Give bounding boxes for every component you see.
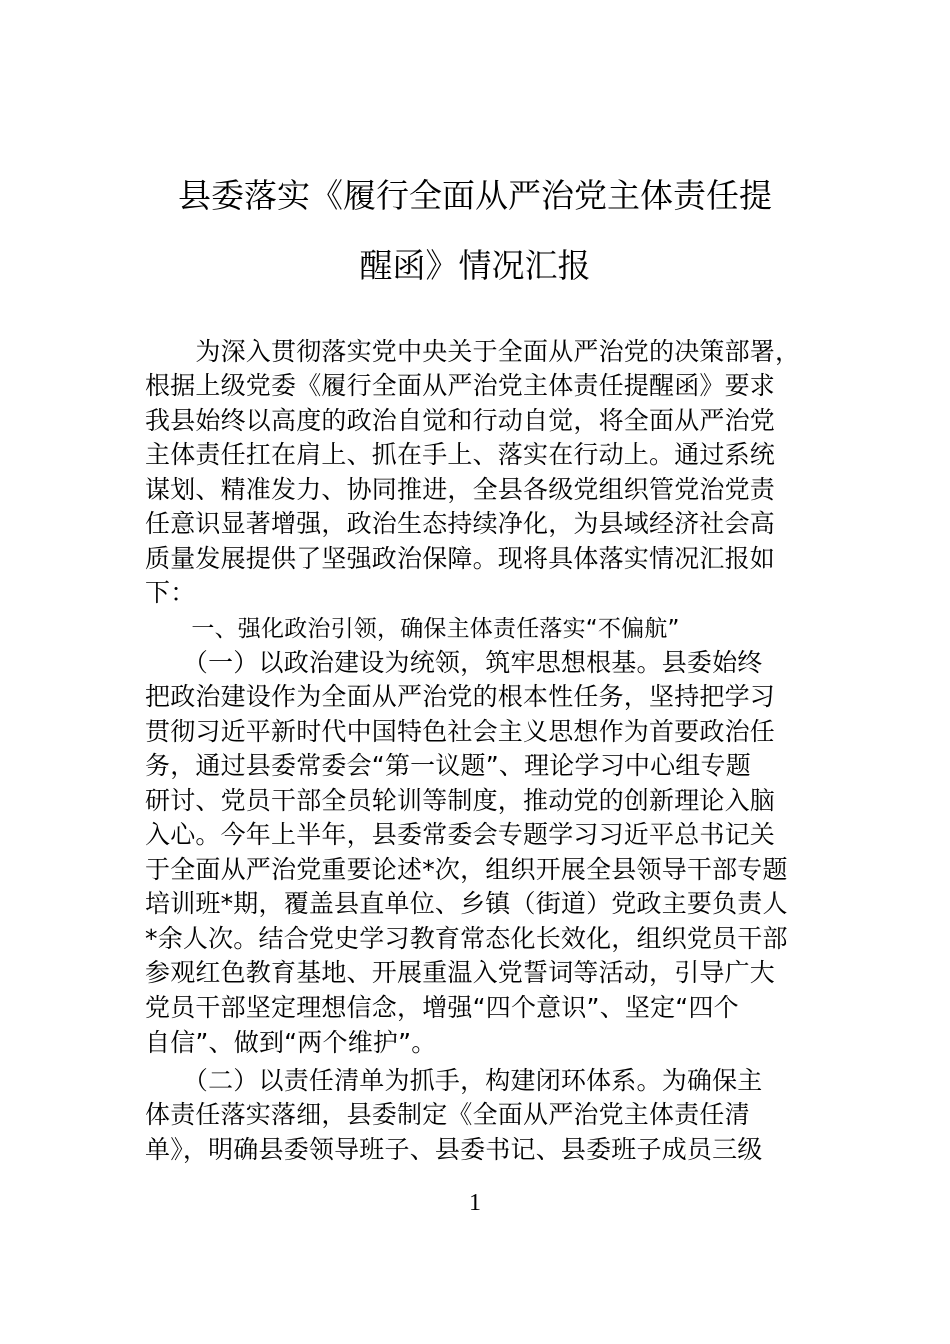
subsection-heading-1-1: （一）以政治建设为统领，筑牢思想根基。县委始终: [145, 648, 763, 677]
body-line: 把政治建设作为全面从严治党的根本性任务，坚持把学习: [145, 682, 776, 711]
body-line: 贯彻习近平新时代中国特色社会主义思想作为首要政治任: [145, 717, 776, 746]
body-line: 入心。今年上半年，县委常委会专题学习习近平总书记关: [145, 820, 776, 849]
body-line: 质量发展提供了坚强政治保障。现将具体落实情况汇报如: [145, 544, 776, 573]
body-line: 研讨、党员干部全员轮训等制度，推动党的创新理论入脑: [145, 786, 776, 815]
body-line: 根据上级党委《履行全面从严治党主体责任提醒函》要求: [145, 371, 776, 400]
body-line: 体责任落实落细，县委制定《全面从严治党主体责任清: [145, 1100, 750, 1129]
body-line: 谋划、精准发力、协同推进，全县各级党组织管党治党责: [145, 475, 776, 504]
body-line: 为深入贯彻落实党中央关于全面从严治党的决策部署，: [145, 337, 801, 366]
page-number: 1: [469, 1190, 481, 1216]
document-title-line-2: 醒函》情况汇报: [359, 246, 591, 285]
body-line: 主体责任扛在肩上、抓在手上、落实在行动上。通过系统: [145, 440, 776, 469]
body-line: 党员干部坚定理想信念，增强“四个意识”、坚定“四个: [145, 993, 739, 1022]
body-line: 下：: [145, 578, 196, 607]
body-line: 参观红色教育基地、开展重温入党誓词等活动，引导广大: [145, 958, 776, 987]
body-line: 于全面从严治党重要论述*次，组织开展全县领导干部专题: [145, 855, 788, 884]
body-line: *余人次。结合党史学习教育常态化长效化，组织党员干部: [145, 924, 788, 953]
section-heading-1: 一、强化政治引领，确保主体责任落实“不偏航”: [145, 616, 680, 642]
body-line: 自信”、做到“两个维护”。: [145, 1028, 437, 1057]
document-title-line-1: 县委落实《履行全面从严治党主体责任提: [178, 176, 772, 215]
subsection-heading-1-2: （二）以责任清单为抓手，构建闭环体系。为确保主: [145, 1066, 763, 1095]
body-line: 务，通过县委常委会“第一议题”、理论学习中心组专题: [145, 751, 751, 780]
body-line: 我县始终以高度的政治自觉和行动自觉，将全面从严治党: [145, 406, 776, 435]
body-line: 任意识显著增强，政治生态持续净化，为县域经济社会高: [145, 509, 776, 538]
body-line: 培训班*期，覆盖县直单位、乡镇（街道）党政主要负责人: [145, 889, 788, 918]
body-line: 单》，明确县委领导班子、县委书记、县委班子成员三级: [145, 1135, 763, 1164]
